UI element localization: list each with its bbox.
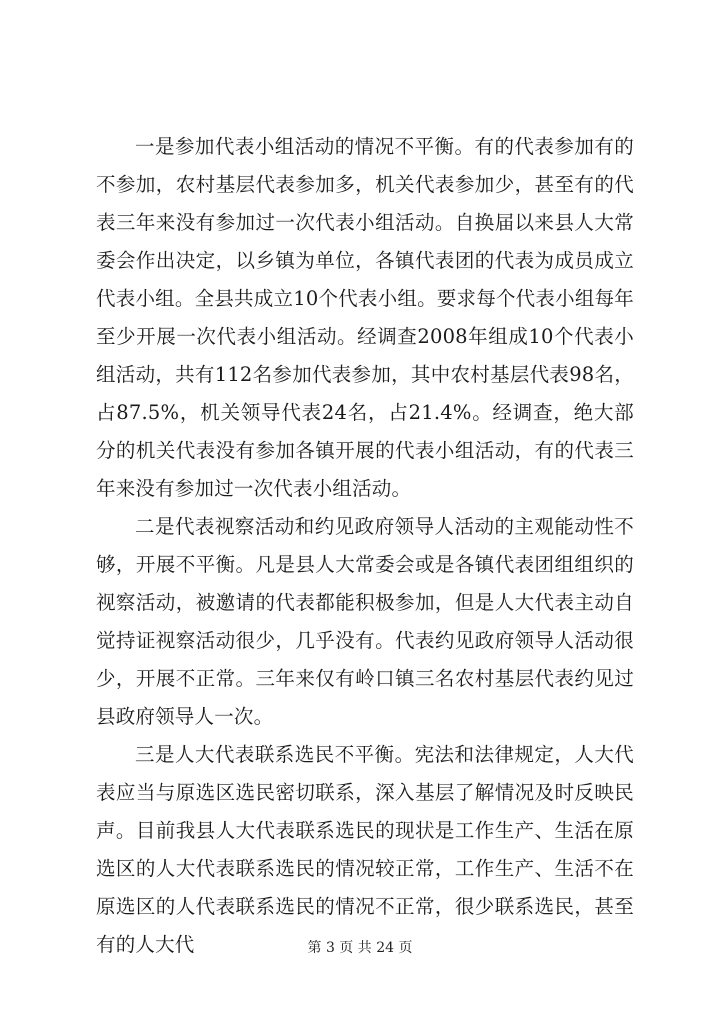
- document-body: [96, 128, 634, 964]
- paragraph-1: 一是参加代表小组活动的情况不平衡。有的代表参加有的不参加，农村基层代表参加多，机关代表参加少，甚至有的代表三年来没有参加过一次代表小组活动。自换届以来县人大常委会作出决定，以乡镇为单位，各镇代表团的代表为成员成立代表小组。全县共成立10个代表小组。要求每个代表小组每年至少开展一次代表小组活动。经调查2008年组成10个代表小组活动，共有112名参加代表参加，其中农村基层代表98名，占87.5%，机关领导代表24名，占21.4%。经调查，绝大部分的机关代表没有参加各镇开展的代表小组活动，有的代表三年来没有参加过一次代表小组活动。: [96, 135, 634, 500]
- paragraph-3: 三是人大代表联系选民不平衡。宪法和法律规定，人大代表应当与原选区选民密切联系，深入基层了解情况及时反映民声。目前我县人大代表联系选民的现状是工作生产、生活在原选区的人大代表联系选民的情况较正常，工作生产、生活不在原选区的人代表联系选民的情况不正常，很少联系选民，甚至有的人大代: [96, 743, 634, 956]
- paragraph-2: 二是代表视察活动和约见政府领导人活动的主观能动性不够，开展不平衡。凡是县人大常委会或是各镇代表团组组织的视察活动，被邀请的代表都能积极参加，但是人大代表主动自觉持证视察活动很少，几乎没有。代表约见政府领导人活动很少，开展不正常。三年来仅有岭口镇三名农村基层代表约见过县政府领导人一次。: [96, 515, 634, 728]
- page-footer: 第 3 页 共 24 页: [307, 940, 413, 956]
